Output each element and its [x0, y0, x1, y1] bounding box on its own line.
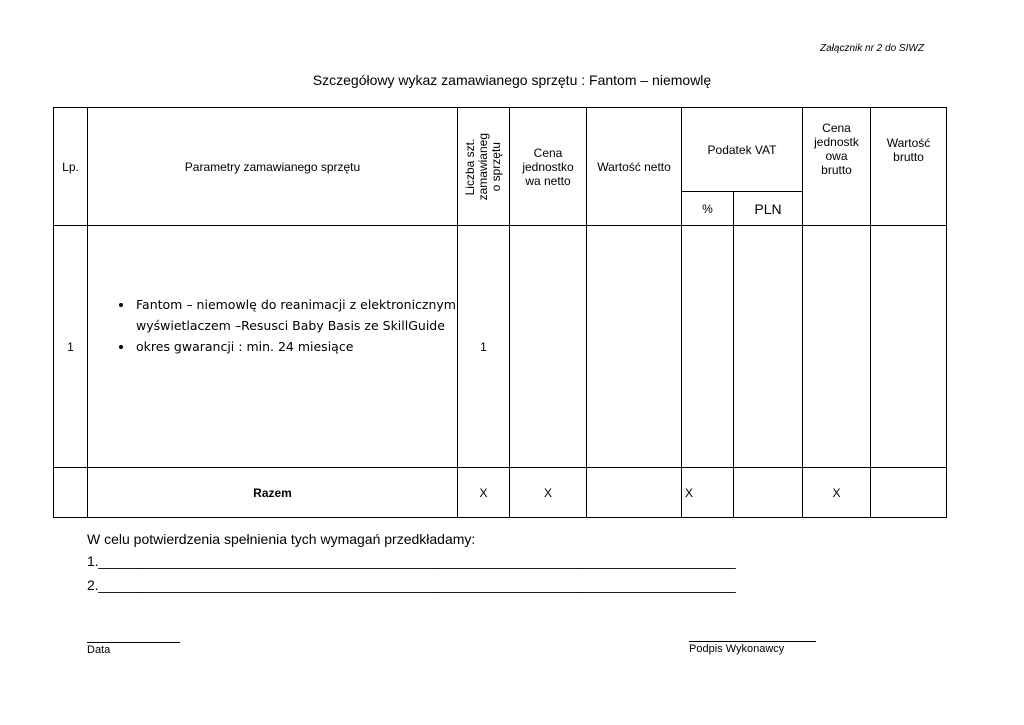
total-row	[54, 468, 947, 518]
header-unit-price-line3: wa netto	[525, 173, 571, 188]
header-quantity-line3: o sprzętu	[489, 141, 503, 192]
header-net-value: Wartość netto	[587, 108, 682, 226]
header-gross-unit-line4: brutto	[821, 163, 852, 177]
header-gross-value-line1: Wartość	[886, 136, 931, 150]
equipment-table	[53, 107, 947, 518]
header-unit-price	[510, 108, 587, 226]
total-lp	[54, 468, 88, 518]
row-lp: 1	[54, 226, 88, 468]
total-label: Razem	[88, 468, 458, 518]
row-unit-price	[510, 226, 587, 468]
row-quantity: 1	[458, 226, 510, 468]
header-params: Parametry zamawianego sprzętu	[88, 108, 458, 226]
contractor-signature-line	[689, 641, 816, 642]
annex-label: Załącznik nr 2 do SIWZ	[820, 43, 924, 54]
row-vat-pln	[734, 226, 803, 468]
total-unit-price: X	[510, 468, 587, 518]
header-gross-value-line2: brutto	[893, 150, 924, 164]
row-description	[88, 226, 458, 468]
total-net-value	[587, 468, 682, 518]
description-item: • okres gwarancji : min. 24 miesiące	[134, 336, 457, 357]
row-gross-unit-price	[803, 226, 871, 468]
header-unit-price-line1: Cena	[533, 145, 563, 160]
header-gross-value	[871, 108, 947, 226]
header-gross-unit-line3: owa	[825, 149, 848, 163]
header-quantity	[458, 108, 510, 226]
description-list	[88, 294, 457, 357]
total-vat-percent: X	[682, 468, 734, 518]
confirmation-text: W celu potwierdzenia spełnienia tych wymagań przedkładamy:	[87, 531, 476, 547]
total-gross-unit-price: X	[803, 468, 871, 518]
header-quantity-line1: Liczba szt.	[463, 138, 477, 195]
header-vat: Podatek VAT	[682, 108, 803, 192]
header-vat-percent: %	[682, 192, 734, 226]
table-row	[54, 226, 947, 468]
header-unit-price-line2: jednostko	[522, 159, 574, 174]
header-gross-unit-line1: Cena	[822, 121, 851, 135]
row-gross-value	[871, 226, 947, 468]
header-gross-unit-line2: jednostk	[814, 135, 859, 149]
signature-label: Podpis Wykonawcy	[689, 643, 785, 655]
total-quantity: X	[458, 468, 510, 518]
date-label: Data	[87, 644, 111, 656]
description-item: • Fantom – niemowlę do reanimacji z elektronicznym wyświetlaczem –Resusci Baby Basis ze SkillGuide	[134, 294, 457, 336]
header-vat-pln: PLN	[734, 192, 803, 226]
header-quantity-line2: zamawianeg	[476, 132, 490, 201]
document-title: Szczegółowy wykaz zamawianego sprzętu : Fantom – niemowlę	[312, 72, 712, 88]
header-gross-unit-price	[803, 108, 871, 226]
total-vat-pln	[734, 468, 803, 518]
header-lp: Lp.	[54, 108, 88, 226]
confirmation-line-2: 2.____________________________________________________________________________________	[87, 577, 736, 593]
date-signature-line	[87, 642, 180, 643]
total-gross-value	[871, 468, 947, 518]
confirmation-line-1: 1.____________________________________________________________________________________	[87, 553, 736, 569]
row-net-value	[587, 226, 682, 468]
row-vat-percent	[682, 226, 734, 468]
